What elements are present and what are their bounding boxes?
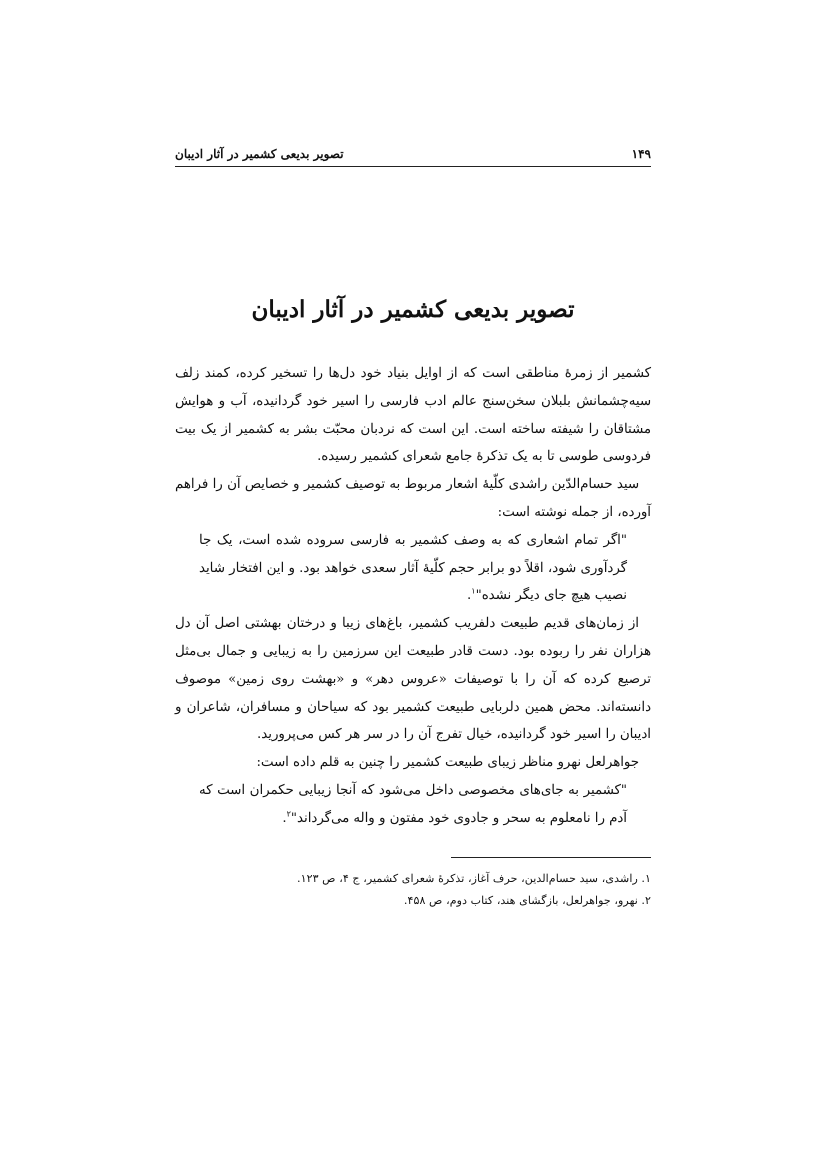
quote-rashdi-text: "اگر تمام اشعاری که به وصف کشمیر به فارسی سروده شده است، یک جا گردآوری شود، اقلاً دو برابر حجم کلّیهٔ آثار سعدی خواهد بود. و این افتخار شاید نصیب هیچ جای دیگر نشده" — [199, 532, 627, 604]
quote-nehru — [199, 777, 627, 833]
paragraph-rashdi: سید حسام‌الدّین راشدی کلّیهٔ اشعار مربوط به توصیف کشمیر و خصایص آن را فراهم آورده، از جمله نوشته است: — [175, 477, 651, 520]
paragraph-nature: از زمان‌های قدیم طبیعت دلفریب کشمیر، باغ‌های زیبا و درختان بهشتی اصل آن دل هزاران نفر را ربوده بود. دست قادر طبیعت این سرزمین را به زیبایی و جمال بی‌مثل ترصیع کرده که آن را با توصیفات «عروس دهر» و «بهشت روی زمین» موصوف دانسته‌اند. محض همین دلربایی طبیعت کشمیر بود که سیاحان و مسافران، شاعران و ادیبان را اسیر خود گردانیده، خیال تفرج آن را در سر هر کس می‌پرورید. — [175, 616, 651, 743]
quote-rashdi — [199, 527, 627, 610]
running-title: تصویر بدیعی کشمیر در آثار ادیبان — [175, 147, 344, 161]
footnote-ref-2: ۲ — [286, 809, 291, 819]
quote-rashdi-end: . — [467, 588, 472, 604]
footnote-1: ۱. راشدی، سید حسام‌الدین، حرف آغاز، تذکرهٔ شعرای کشمیر، ج ۴، ص ۱۲۳. — [297, 872, 651, 885]
running-header — [175, 142, 651, 167]
footnote-divider — [451, 857, 651, 858]
quote-nehru-text: "کشمیر به جای‌های مخصوصی داخل می‌شود که آنجا زیبایی حکمران است که آدم را نامعلوم به سحر و جادوی خود مفتون و واله می‌گرداند" — [199, 782, 627, 826]
paragraph-intro: کشمیر از زمرهٔ مناطقی است که از اوایل بنیاد خود دل‌ها را تسخیر کرده، کمند زلف سیه‌چشمانش بلبلان سخن‌سنج عالم ادب فارسی را اسیر خود گردانیده، آب و هوایش مشتاقان را شیفته ساخته است. این است که نردبان محبّت بشر به کشمیر از یک بیت فردوسی طوسی تا به یک تذکرهٔ جامع شعرای کشمیر رسیده. — [175, 366, 651, 465]
footnote-ref-1: ۱ — [471, 586, 476, 596]
body-text — [175, 360, 651, 833]
footnotes — [175, 868, 651, 912]
chapter-title: تصویر بدیعی کشمیر در آثار ادیبان — [251, 296, 575, 323]
quote-nehru-end: . — [282, 810, 287, 826]
page-number: ۱۴۹ — [631, 147, 651, 161]
paragraph-nehru: جواهرلعل نهرو مناظر زیبای طبیعت کشمیر را چنین به قلم داده است: — [256, 755, 639, 771]
footnote-2: ۲. نهرو، جواهرلعل، بازگشای هند، کتاب دوم، ص ۴۵۸. — [403, 894, 651, 907]
